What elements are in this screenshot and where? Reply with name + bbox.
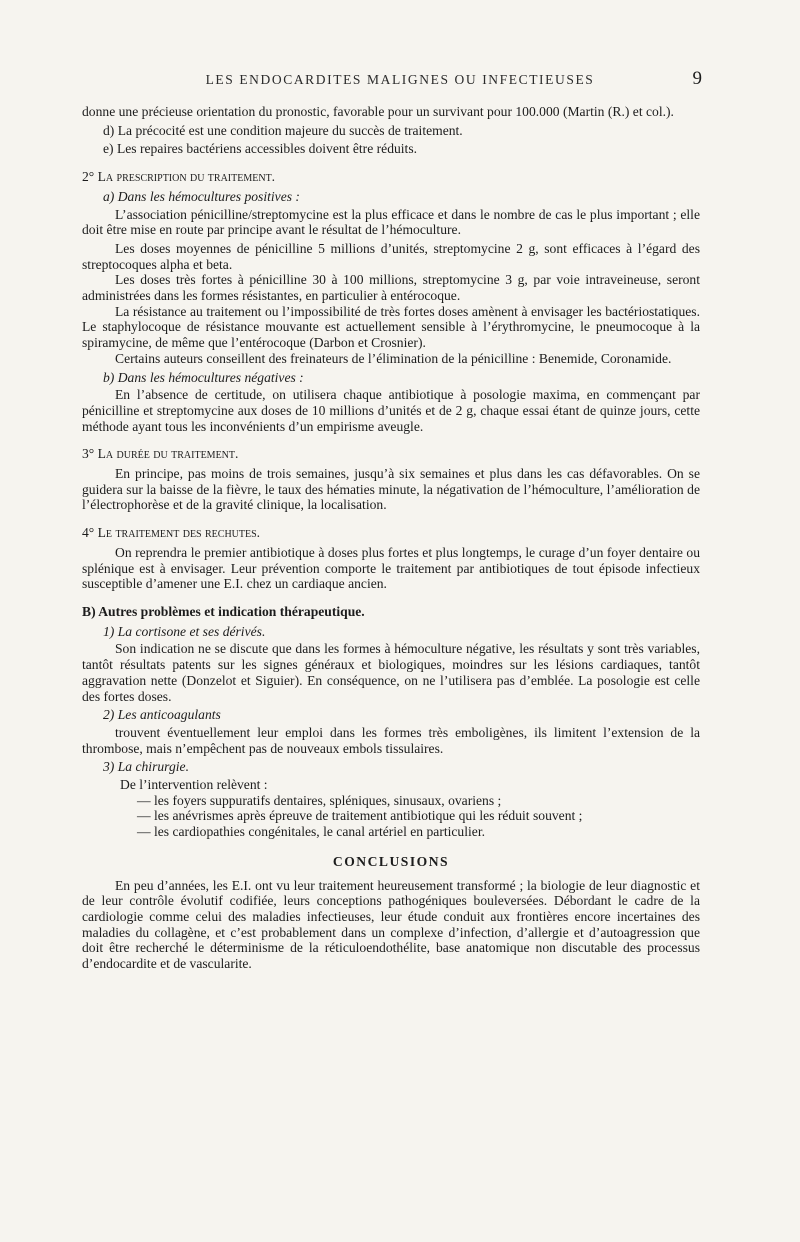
list-item: — les cardiopathies congénitales, le canal artériel en particulier. [137, 824, 485, 840]
conclusions-heading: CONCLUSIONS [332, 853, 450, 869]
list-item-e: e) Les repaires bactériens accessibles doivent être réduits. [103, 141, 418, 157]
section-heading-duree: 3° La durée du traitement. [82, 446, 239, 462]
running-title: LES ENDOCARDITES MALIGNES OU INFECTIEUSES [205, 72, 595, 87]
paragraph: La résistance au traitement ou l’impossibilité de très fortes doses amènent à envisager les bactériostatiques. Le staphylocoque de résistance mouvante est actuellement sensible à l’érythromycine, le pneumocoque à la spiramycine, de même que l’entérocoque (Darbon et Crosnier). [82, 303, 700, 351]
paragraph: En peu d’années, les E.I. ont vu leur traitement heureusement transformé ; la biologie de leur diagnostic et de leur contrôle évolutif codifiée, leurs conceptions pathogéniques bouleversées. Débordant le cadre de la cardiologie comme celui des maladies infectieuses, leur étude conduit aux frontières encore incertaines des maladies du collagène, et c’est probablement dans un complexe d’infection, d’allergie et d’autoagression que doit être recherché le déterminisme de la réticuloendothélite, base anatomique non discutable des processus d’endocardite et de vascularite. [82, 877, 700, 972]
list-item-d: d) La précocité est une condition majeure du succès de traitement. [103, 122, 463, 138]
paragraph: donne une précieuse orientation du pronostic, favorable pour un survivant pour 100.000 (Martin (R.) et col.). [82, 104, 674, 119]
subheading-cortisone: 1) La cortisone et ses dérivés. [103, 623, 266, 639]
paragraph: Les doses très fortes à pénicilline 30 à 100 millions, streptomycine 3 g, par voie intraveineuse, seront administrées dans les formes résistantes, en particulier à entérocoque. [82, 272, 700, 304]
paragraph: Les doses moyennes de pénicilline 5 millions d’unités, streptomycine 2 g, sont efficaces à l’égard des streptocoques alpha et beta. [82, 240, 700, 272]
paragraph: Son indication ne se discute que dans les formes à hémoculture négative, les résultats y sont très variables, tantôt résultats patents sur les signes généraux et biologiques, moindres sur les lésions cardiaques, tantôt aggravation nette (Donzelot et Siguier). En conséquence, on ne l’utilisera pas d’emblée. La posologie est celle des fortes doses. [82, 641, 700, 704]
page-number: 9 [692, 68, 702, 89]
paragraph: L’association pénicilline/streptomycine est la plus efficace et dans le nombre de cas le plus important ; elle doit être mise en route par principe avant le résultat de l’hémoculture. [82, 206, 700, 238]
page-header [0, 68, 800, 94]
section-heading-autres: B) Autres problèmes et indication thérapeutique. [82, 603, 365, 619]
paragraph: On reprendra le premier antibiotique à doses plus fortes et plus longtemps, le curage d’un foyer dentaire ou splénique est à envisager. Leur prévention comporte le traitement par antibiotiques de tout épisode infectieux susceptible d’amener une E.I. chez un cardiaque ancien. [82, 544, 700, 592]
subheading-anticoagulants: 2) Les anticoagulants [103, 707, 221, 723]
list-item: — les anévrismes après épreuve de traitement antibiotique qui les réduit souvent ; [137, 808, 583, 824]
paragraph: En l’absence de certitude, on utilisera chaque antibiotique à posologie maxima, en commençant par pénicilline et streptomycine aux doses de 10 millions d’unités et de 2 g, chaque essai étant de quinze jours, cette méthode ayant tous les inconvénients d’un empirisme aveugle. [82, 387, 700, 434]
list-item: — les foyers suppuratifs dentaires, spléniques, sinusaux, ovariens ; [137, 792, 502, 808]
subheading-chirurgie: 3) La chirurgie. [103, 759, 189, 775]
subheading-positive: a) Dans les hémocultures positives : [103, 188, 300, 204]
paragraph: De l’intervention relèvent : [120, 777, 268, 793]
section-heading-prescription: 2° La prescription du traitement. [82, 169, 276, 185]
paragraph: trouvent éventuellement leur emploi dans les formes très emboligènes, ils limitent l’extension de la thrombose, mais n’empêchent pas de nouveaux embols tissulaires. [82, 724, 700, 756]
paragraph: Certains auteurs conseillent des freinateurs de l’élimination de la pénicilline : Benemide, Coronamide. [115, 350, 672, 366]
paragraph: En principe, pas moins de trois semaines, jusqu’à six semaines et plus dans les cas défavorables. On se guidera sur la baisse de la fièvre, le taux des hématies minute, la négativation de l’hémoculture, l’amélioration de l’électrophorèse et de la gravité clinique, la localisation. [82, 466, 700, 513]
subheading-negative: b) Dans les hémocultures négatives : [103, 369, 304, 385]
section-heading-rechutes: 4° Le traitement des rechutes. [82, 525, 261, 541]
document-body [82, 104, 700, 972]
